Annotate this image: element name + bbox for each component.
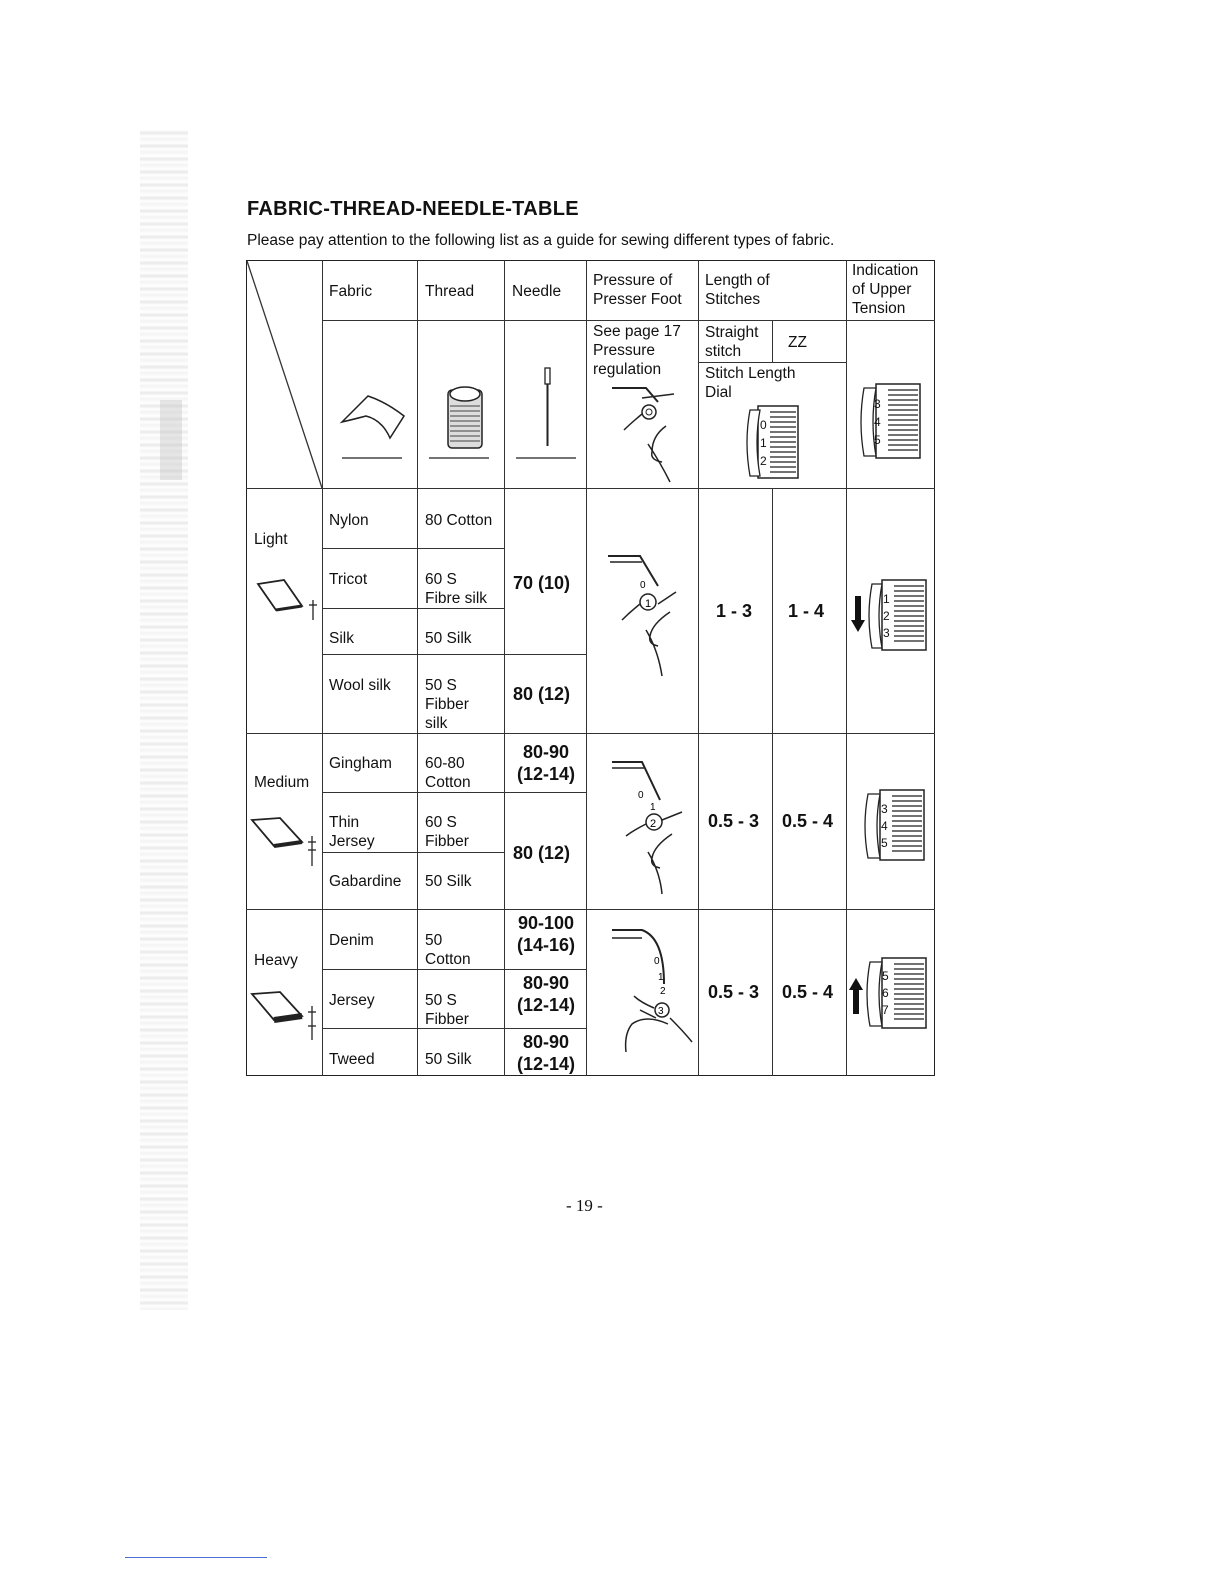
fabric-cell: Gabardine xyxy=(329,873,402,890)
thread-spool-icon xyxy=(417,380,504,470)
tension-number: 6 xyxy=(882,986,889,1000)
svg-text:2: 2 xyxy=(660,986,666,997)
increase-arrow-icon xyxy=(848,976,864,1016)
tension-number: 3 xyxy=(883,626,890,640)
medium-fabric-icon xyxy=(250,814,320,870)
fabric-cell: Tricot xyxy=(329,571,368,588)
tension-number: 5 xyxy=(874,433,881,447)
fabric-cell: Jersey xyxy=(329,992,375,1009)
header-straight: Straight stitch xyxy=(705,324,759,360)
scan-edge-artifact xyxy=(140,130,188,1310)
fabric-cell: Wool silk xyxy=(329,677,391,694)
tension-number: 2 xyxy=(883,609,890,623)
presser-foot-medium-icon xyxy=(610,756,696,898)
thread-cell: 50 Silk xyxy=(425,1051,472,1068)
straight-stitch-value: 1 - 3 xyxy=(716,601,753,621)
header-zz: ZZ xyxy=(788,334,807,351)
presser-foot-pressure-icon xyxy=(586,380,698,486)
decrease-arrow-icon xyxy=(850,594,866,634)
tension-number: 3 xyxy=(881,802,888,816)
thread-cell: 50 S Fibber xyxy=(425,992,469,1028)
light-fabric-icon xyxy=(254,576,320,622)
straight-stitch-value: 0.5 - 3 xyxy=(708,982,760,1002)
zz-stitch-value: 0.5 - 4 xyxy=(782,811,834,831)
tension-number: 5 xyxy=(881,836,888,850)
tension-number: 3 xyxy=(874,397,881,411)
page-subtitle: Please pay attention to the following list as a guide for sewing different types of fabric. xyxy=(247,232,835,249)
tension-number: 4 xyxy=(881,819,888,833)
thread-cell: 50 S Fibber silk xyxy=(425,677,469,732)
tension-number: 5 xyxy=(882,969,889,983)
fabric-icon xyxy=(322,380,417,470)
svg-text:0: 0 xyxy=(640,580,646,591)
header-dial: Stitch Length Dial xyxy=(705,365,796,401)
tension-dial-heavy-icon xyxy=(864,956,928,1032)
thread-cell: 80 Cotton xyxy=(425,512,493,529)
dial-number: 2 xyxy=(760,454,767,468)
page-title: FABRIC-THREAD-NEEDLE-TABLE xyxy=(247,198,579,220)
group-label-medium: Medium xyxy=(254,774,310,791)
straight-stitch-value: 0.5 - 3 xyxy=(708,811,760,831)
footer-line xyxy=(125,1557,267,1558)
needle-cell: 80-90 (12-14) xyxy=(516,1032,576,1074)
scan-edge-artifact xyxy=(160,400,182,480)
needle-cell: 80 (12) xyxy=(513,843,571,863)
tension-dial-icon xyxy=(858,382,924,462)
svg-text:0: 0 xyxy=(654,956,660,967)
needle-icon xyxy=(504,364,586,470)
zz-stitch-value: 1 - 4 xyxy=(788,601,825,621)
page-number: - 19 - xyxy=(566,1196,603,1215)
presser-foot-heavy-icon xyxy=(606,924,696,1064)
thread-cell: 60 S Fibre silk xyxy=(425,571,488,607)
tension-number: 1 xyxy=(883,592,890,606)
svg-text:3: 3 xyxy=(658,1006,664,1017)
fabric-cell: Gingham xyxy=(329,755,392,772)
fabric-cell: Tweed xyxy=(329,1051,375,1068)
fabric-cell: Thin Jersey xyxy=(329,814,375,850)
needle-cell: 80 (12) xyxy=(513,684,571,704)
header-length: Length of Stitches xyxy=(705,272,770,308)
svg-text:2: 2 xyxy=(650,818,657,830)
group-label-light: Light xyxy=(254,531,288,548)
svg-text:0: 0 xyxy=(638,790,644,801)
needle-cell: 90-100 (14-16) xyxy=(516,913,576,955)
fabric-cell: Silk xyxy=(329,630,354,647)
thread-cell: 50 Cotton xyxy=(425,932,471,968)
heavy-fabric-icon xyxy=(250,986,320,1042)
dial-number: 0 xyxy=(760,418,767,432)
svg-text:1: 1 xyxy=(650,802,656,813)
header-tension: Indication of Upper Tension xyxy=(852,262,919,317)
needle-cell: 80-90 (12-14) xyxy=(516,973,576,1015)
stitch-length-dial-icon xyxy=(740,404,802,482)
tension-number: 7 xyxy=(882,1003,889,1017)
zz-stitch-value: 0.5 - 4 xyxy=(782,982,834,1002)
header-thread: Thread xyxy=(425,283,475,300)
needle-cell: 80-90 (12-14) xyxy=(516,742,576,784)
thread-cell: 60-80 Cotton xyxy=(425,755,471,791)
thread-cell: 60 S Fibber xyxy=(425,814,469,850)
header-needle: Needle xyxy=(512,283,562,300)
header-diagonal xyxy=(246,260,323,489)
svg-text:1: 1 xyxy=(658,972,664,983)
thread-cell: 50 Silk xyxy=(425,630,472,647)
pressure-note: See page 17 Pressure regulation xyxy=(593,323,681,378)
header-fabric: Fabric xyxy=(329,283,373,300)
group-label-heavy: Heavy xyxy=(254,952,298,969)
tension-number: 4 xyxy=(874,415,881,429)
needle-cell: 70 (10) xyxy=(513,573,571,593)
fabric-cell: Nylon xyxy=(329,512,369,529)
thread-cell: 50 Silk xyxy=(425,873,472,890)
presser-foot-light-icon xyxy=(596,550,696,680)
header-pressure: Pressure of Presser Foot xyxy=(593,272,682,308)
dial-number: 1 xyxy=(760,436,767,450)
tension-dial-medium-icon xyxy=(862,788,928,864)
svg-text:1: 1 xyxy=(645,598,652,610)
tension-dial-light-icon xyxy=(866,578,928,654)
fabric-cell: Denim xyxy=(329,932,374,949)
